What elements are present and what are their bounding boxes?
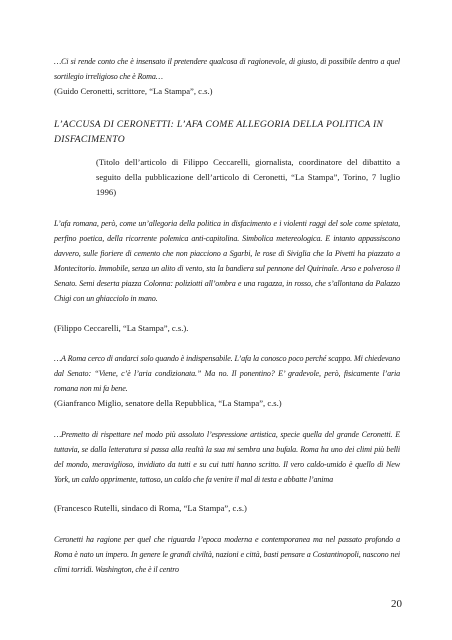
source-miglio: (Gianfranco Miglio, senatore della Repubblica, “La Stampa”, c.s.) [54, 398, 282, 408]
source-rutelli: (Francesco Rutelli, sindaco di Roma, “La Stampa”, c.s.) [54, 503, 247, 513]
quote-ceronetti: …Ci si rende conto che è insensato il pretendere qualcosa di ragionevole, di giusto, di possibile dentro a quel sortilegio irreligioso che è Roma… [54, 57, 400, 81]
quote-ceccarelli: L’afa romana, però, come un’allegoria della politica in disfacimento e i violenti raggi del sole come spietata, perfino poetica, della ricorrente polemica anti-capitolina. Simbolica metereologica. E intanto appassiscono davvero, sulle fioriere di cemento che non piacciono a Sgarbi, le rose di Siviglia che la Pivetti ha piazzato a Montecitorio. Immobile, senza un alito di vento, sta la bandiera sul pennone del Quirinale. Arso e polveroso il Senato. Semi deserta piazza Colonna: poliziotti all’ombra e una ragazza, in rosso, che s’allontana da Palazzo Chigi con un ghiacciolo in mano. [54, 219, 400, 303]
quote-rutelli: …Premetto di rispettare nel modo più assoluto l’espressione artistica, specie quella del grande Ceronetti. E tuttavia, se dalla letteratura si passa alla realtà la sua mi sembra una bufala. Roma ha uno dei climi più belli del mondo, meraviglioso, invidiato da tutti e su cui tutti hanno scritto. Il vero caldo-umido è quello di New York, un caldo opprimente, tattoso, un caldo che fa venire il mal di testa e abbatte l’anima [54, 430, 400, 484]
quote-final: Ceronetti ha ragione per quel che riguarda l’epoca moderna e contemporanea ma nel passato profondo a Roma è nato un impero. In genere le grandi civiltà, nazioni e città, basti pensare a Costantinopoli, nascono nei climi torridi. Washington, che è il centro [54, 535, 400, 574]
page-number: 20 [391, 598, 402, 610]
section-heading: L’ACCUSA DI CERONETTI: L’AFA COME ALLEGORIA DELLA POLITICA IN DISFACIMENTO [54, 119, 384, 145]
heading-reference: (Titolo dell’articolo di Filippo Ceccarelli, giornalista, coordinatore del dibattito a seguito della pubblicazione dell’articolo di Ceronetti, “La Stampa”, Torino, 7 luglio 1996) [96, 157, 400, 197]
quote-miglio: …A Roma cerco di andarci solo quando è indispensabile. L’afa la conosco poco perché scappo. Mi chiedevano dal Senato: “Viene, c’è l’aria condizionata.” Ma no. Il ponentino? E’ gradevole, però, fisicamente l’aria romana non mi fa bene. [54, 354, 400, 393]
source-ceccarelli: (Filippo Ceccarelli, “La Stampa”, c.s.). [54, 323, 189, 333]
source-ceronetti: (Guido Ceronetti, scrittore, “La Stampa”, c.s.) [54, 86, 213, 96]
